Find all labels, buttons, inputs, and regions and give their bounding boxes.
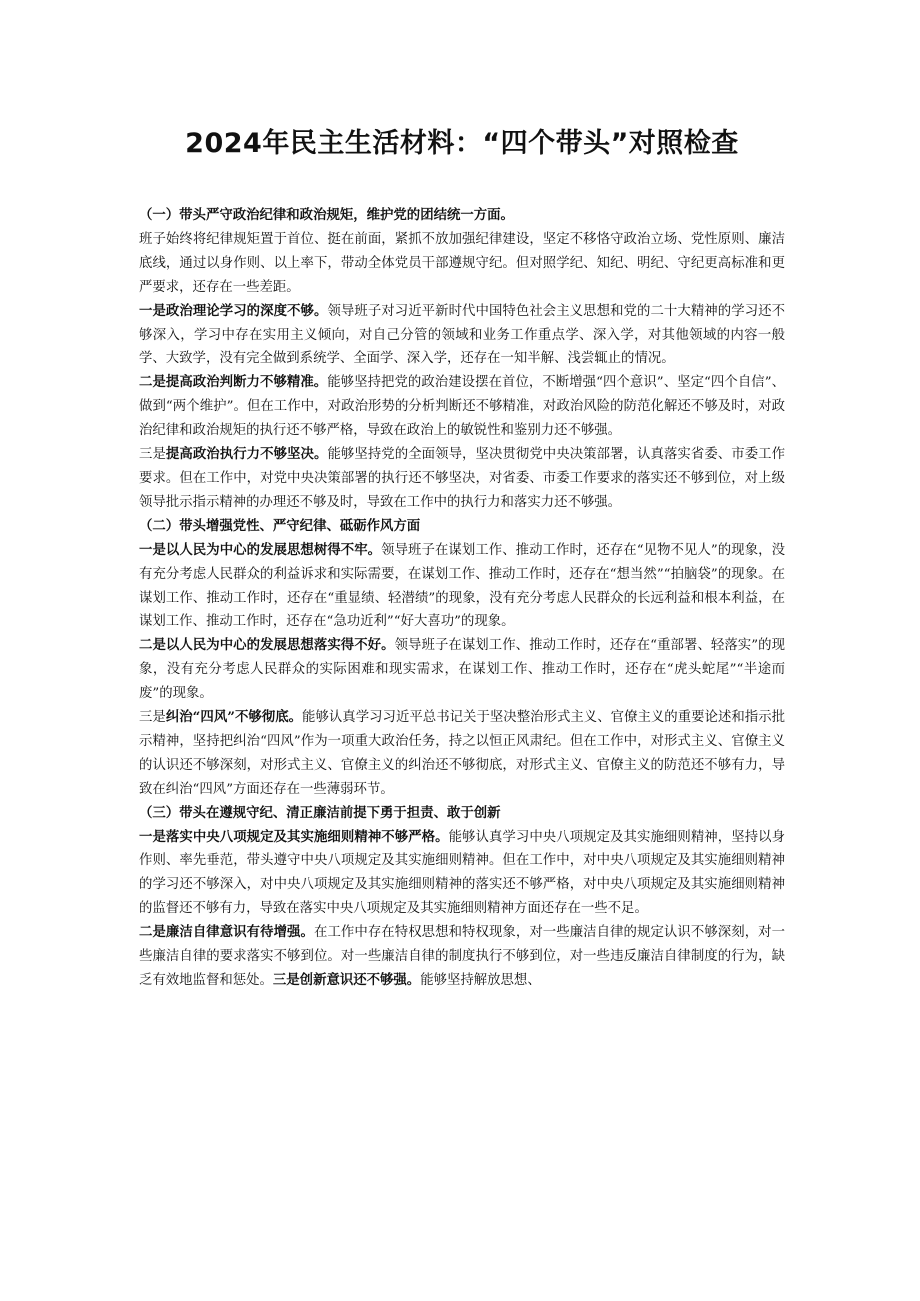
paragraph-lead: 一是政治理论学习的深度不够。 xyxy=(139,302,328,319)
paragraph-intro xyxy=(139,228,785,300)
paragraph-lead: 纠治“四风”不够彻底。 xyxy=(165,709,303,726)
section-heading-1: （一）带头严守政治纪律和政治规矩，维护党的团结统一方面。 xyxy=(139,207,514,223)
paragraph-text: 领导班子在谋划工作、推动工作时，还存在“重部署、轻落实”的现象，没有充分考虑人民群众的实际困难和现实需求，在谋划工作、推动工作时，还存在“虎头蛇尾”“半途而废”的现象。 xyxy=(139,638,785,702)
paragraph-lead: 二是提高政治判断力不够精准。 xyxy=(139,374,328,391)
document-title: 2024年民主生活材料：“四个带头”对照检查 xyxy=(185,128,739,159)
paragraph-text: 领导班子在谋划工作、推动工作时，还存在“见物不见人”的现象，没有充分考虑人民群众的利益诉求和实际需要，在谋划工作、推动工作时，还存在“想当然”“拍脑袋”的现象。在谋划工作、推动工作时，还存在“重显绩、轻潜绩”的现象，没有充分考虑人民群众的长远利益和根本利益，在谋划工作、推动工作时，还存在“急功近利”“好大喜功”的现象。 xyxy=(139,542,785,630)
paragraph-political-execution xyxy=(139,443,785,515)
document-body xyxy=(139,204,785,993)
paragraph-text: 能够认真学习中央八项规定及其实施细则精神，坚持以身作则、率先垂范，带头遵守中央八项规定及其实施细则精神。但在工作中，对中央八项规定及其实施细则精神的学习还不够深入，对中央八项规定及其实施细则精神的落实还不够严格，对中央八项规定及其实施细则精神的监督还不够有力，导致在落实中央八项规定及其实施细则精神方面还存在一些不足。 xyxy=(139,829,786,917)
paragraph-eight-rules xyxy=(139,826,785,922)
paragraph-political-judgment xyxy=(139,371,785,443)
paragraph-theory-study xyxy=(139,300,785,372)
paragraph-text: 能够坚持党的全面领导，坚决贯彻党中央决策部署，认真落实省委、市委工作要求。但在工作中，对党中央决策部署的执行还不够坚决，对省委、市委工作要求的落实还不够到位，对上级领导批示指示精神的办理还不够及时，导致在工作中的执行力和落实力还不够强。 xyxy=(139,447,786,510)
paragraph-text: 班子始终将纪律规矩置于首位、挺在前面，紧抓不放加强纪律建设，坚定不移恪守政治立场、党性原则、廉洁底线，通过以身作则、以上率下，带动全体党员干部遵规守纪。但对照学纪、知纪、明纪、守纪更高标准和更严要求，还存在一些差距。 xyxy=(139,231,785,295)
paragraph-text: 领导班子对习近平新时代中国特色社会主义思想和党的二十大精神的学习还不够深入，学习中存在实用主义倾向，对自己分管的领域和业务工作重点学、深入学，对其他领域的内容一般学、大致学，没有完全做到系统学、全面学、深入学，还存在一知半解、浅尝辄止的情况。 xyxy=(139,303,785,367)
paragraph-people-centered-1 xyxy=(139,539,785,635)
paragraph-lead-plain: 三是 xyxy=(139,447,166,463)
paragraph-lead: 一是以人民为中心的发展思想树得不牢。 xyxy=(139,541,382,558)
paragraph-four-winds xyxy=(139,706,785,802)
paragraph-people-centered-2 xyxy=(139,634,785,706)
paragraph-text: 能够坚持把党的政治建设摆在首位，不断增强“四个意识”、坚定“四个自信”、做到“两个维护”。但在工作中，对政治形势的分析判断还不够精准，对政治风险的防范化解还不够及时，对政治纪律和政治规矩的执行还不够严格，导致在政治上的敏锐性和鉴别力还不够强。 xyxy=(139,375,786,439)
paragraph-lead-2: 三是创新意识还不够强。 xyxy=(272,972,421,988)
section-heading-2: （二）带头增强党性、严守纪律、砥砺作风方面 xyxy=(139,517,421,534)
paragraph-lead: 提高政治执行力不够坚决。 xyxy=(165,446,328,463)
paragraph-lead: 二是廉洁自律意识有待增强。 xyxy=(139,924,314,941)
section-heading-3: （三）带头在遵规守纪、清正廉洁前提下勇于担责、敢于创新 xyxy=(139,804,501,821)
paragraph-lead: 一是落实中央八项规定及其实施细则精神不够严格。 xyxy=(139,828,449,845)
paragraph-text: 能够认真学习习近平总书记关于坚决整治形式主义、官僚主义的重要论述和指示批示精神，坚持把纠治“四风”作为一项重大政治任务，持之以恒正风肃纪。但在工作中，对形式主义、官僚主义的认识还不够深刻，对形式主义、官僚主义的纠治还不够彻底，对形式主义、官僚主义的防范还不够有力，导致在纠治“四风”方面还存在一些薄弱环节。 xyxy=(139,710,786,797)
paragraph-text: 在工作中存在特权思想和特权现象，对一些廉洁自律的规定认识不够深刻，对一些廉洁自律的要求落实不够到位。对一些廉洁自律的制度执行不够到位，对一些违反廉洁自律制度的行为，缺乏有效地监督和惩处。 xyxy=(139,925,786,988)
paragraph-integrity xyxy=(139,921,785,993)
paragraph-lead-plain: 三是 xyxy=(139,710,166,726)
paragraph-text-2: 能够坚持解放思想、 xyxy=(420,973,541,988)
paragraph-lead: 二是以人民为中心的发展思想落实得不好。 xyxy=(139,637,395,654)
